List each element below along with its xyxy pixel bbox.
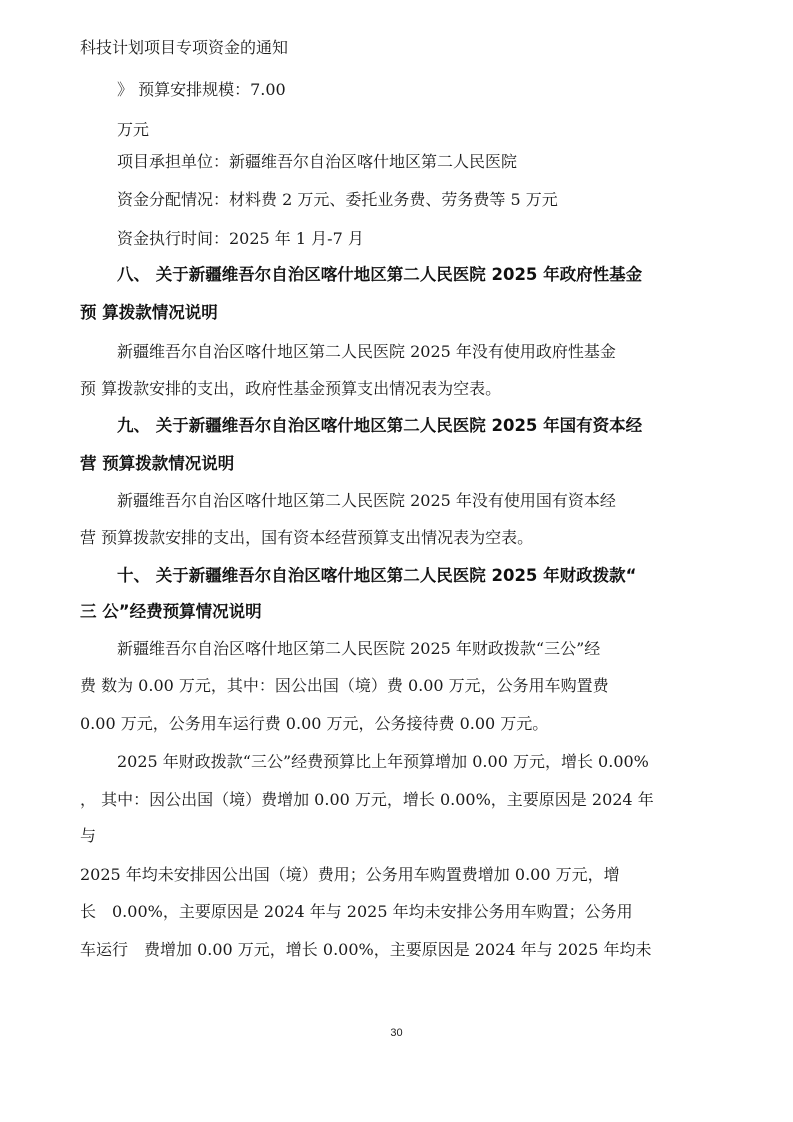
text-line: 资金分配情况：材料费 2 万元、委托业务费、劳务费等 5 万元 xyxy=(117,190,558,209)
section-heading: 营 预算拨款情况说明 xyxy=(80,454,235,473)
page-number: 30 xyxy=(390,1027,403,1039)
text-line: 新疆维吾尔自治区喀什地区第二人民医院 2025 年没有使用国有资本经 xyxy=(117,491,616,510)
text-line: ， 其中：因公出国（境）费增加 0.00 万元，增长 0.00%，主要原因是 2024 年 xyxy=(80,790,654,809)
text-line: 新疆维吾尔自治区喀什地区第二人民医院 2025 年没有使用政府性基金 xyxy=(117,342,616,361)
section-heading: 三 公”经费预算情况说明 xyxy=(80,602,262,621)
section-heading: 九、 关于新疆维吾尔自治区喀什地区第二人民医院 2025 年国有资本经 xyxy=(117,416,643,435)
text-line: 0.00 万元，公务用车运行费 0.00 万元，公务接待费 0.00 万元。 xyxy=(80,714,549,733)
text-line: 营 预算拨款安排的支出，国有资本经营预算支出情况表为空表。 xyxy=(80,528,534,547)
text-line: 新疆维吾尔自治区喀什地区第二人民医院 2025 年财政拨款“三公”经 xyxy=(117,639,601,658)
text-line: 万元 xyxy=(117,120,150,139)
text-line: 项目承担单位：新疆维吾尔自治区喀什地区第二人民医院 xyxy=(117,152,518,171)
text-line: 2025 年财政拨款“三公”经费预算比上年预算增加 0.00 万元，增长 0.00% xyxy=(117,752,649,771)
text-line: 费 数为 0.00 万元，其中：因公出国（境）费 0.00 万元，公务用车购置费 xyxy=(80,676,609,695)
text-line: 车运行 费增加 0.00 万元，增长 0.00%，主要原因是 2024 年与 2025 年均未 xyxy=(80,940,652,959)
text-line: 科技计划项目专项资金的通知 xyxy=(80,38,289,57)
section-heading: 八、 关于新疆维吾尔自治区喀什地区第二人民医院 2025 年政府性基金 xyxy=(117,265,643,284)
section-heading: 十、 关于新疆维吾尔自治区喀什地区第二人民医院 2025 年财政拨款“ xyxy=(117,566,637,585)
section-heading: 预 算拨款情况说明 xyxy=(80,303,218,322)
text-line: 与 xyxy=(80,826,97,845)
text-line: 2025 年均未安排因公出国（境）费用；公务用车购置费增加 0.00 万元，增 xyxy=(80,865,620,884)
text-line: 预 算拨款安排的支出，政府性基金预算支出情况表为空表。 xyxy=(80,379,502,398)
text-line: 长 0.00%，主要原因是 2024 年与 2025 年均未安排公务用车购置；公务用 xyxy=(80,902,633,921)
text-line: 》 预算安排规模：7.00 xyxy=(117,80,286,99)
text-line: 资金执行时间：2025 年 1 月-7 月 xyxy=(117,229,364,248)
